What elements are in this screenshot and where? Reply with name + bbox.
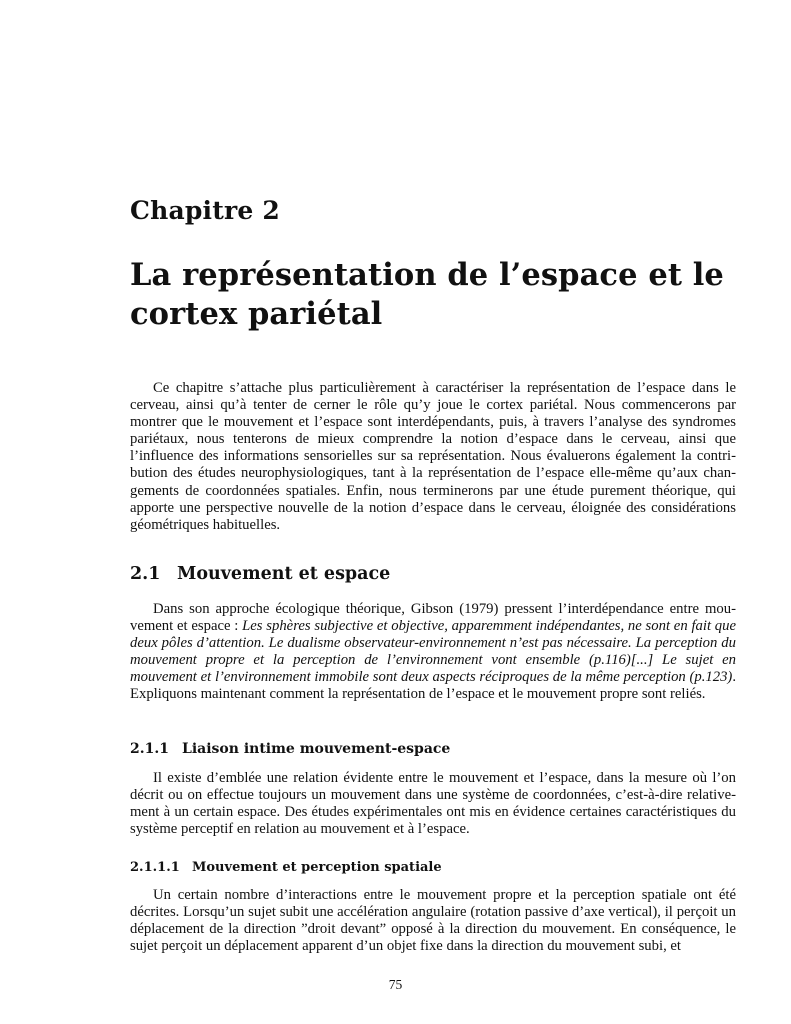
section-title: Mouvement et espace: [177, 564, 391, 584]
page-number: 75: [388, 977, 403, 992]
section-heading-2-1-1-1: [130, 860, 442, 875]
section-heading-2-1: [130, 564, 390, 584]
intro-paragraph: Ce chapitre s’attache plus particulièrement à caractériser la représentation de l’espace dans le cerveau, ainsi qu’à tenter de cerner le rôle qu’y joue le cortex pariétal. Nous commencerons par montrer que le mouvement et l’espace sont interdépendants, puis, à travers l’analyse des syndromes pariétaux, nous tenterons de mieux comprendre la notion d’espace dans le cerveau, ainsi que l’influence des informations sensorielles sur sa représentation. Nous évaluerons également la contribution des études neurophysiologiques, tant à la représentation de l’espace elle-même qu’aux changements de coordonnées spatiales. Enfin, nous terminerons par une étude purement théorique, qui apporte une perspective nouvelle de la notion d’espace dans le cerveau, éloignée des considérations géométriques habituelles.: [130, 380, 736, 533]
paragraph-text: . Expliquons maintenant comment la représentation de l’espace et le mouvement propre sont reliés.: [130, 669, 736, 703]
section-number: 2.1.1: [130, 741, 169, 757]
section-number: 2.1: [130, 564, 161, 584]
section-2-1-paragraph: [130, 601, 736, 704]
section-number: 2.1.1.1: [130, 860, 180, 875]
section-title: Liaison intime mouvement-espace: [182, 741, 451, 757]
chapter-title: La représentation de l’espace et le cortex pariétal: [130, 257, 724, 332]
chapter-label: Chapitre 2: [130, 196, 280, 225]
section-2-1-1-paragraph: Il existe d’emblée une relation évidente entre le mouvement et l’espace, dans la mesure où l’on décrit ou on effectue toujours un mouvement dans une système de coordonnées, c’est-à-dire relativement à un certain espace. Des études expérimentales ont mis en évidence certaines caractéristiques du système perceptif en relation au mouvement et à l’espace.: [130, 770, 736, 838]
section-2-1-1-1-paragraph: Un certain nombre d’interactions entre le mouvement propre et la perception spatiale ont été décrites. Lorsqu’un sujet subit une accélération angulaire (rotation passive d’axe vertical), il perçoit un déplacement de la direction ”droit devant” opposé à la direction du mouvement. En conséquence, le sujet perçoit un déplacement apparent d’un objet fixe dans la direction du mouvement subi, et: [130, 887, 736, 955]
gibson-quote: Les sphères subjective et objective, apparemment indépendantes, ne sont en fait que deux pôles d’attention. Le dualisme observateur-environnement n’est pas nécessaire. La perception du mouvement propre et la perception de l’environnement vont ensemble (p.116)[...] Le sujet en mouvement et l’environnement immobile sont deux aspects réciproques de la même perception (p.123): [130, 618, 736, 686]
section-heading-2-1-1: [130, 741, 450, 757]
paragraph-text: Dans son approche écologique théorique, Gibson (1979) pressent l’interdépendance entre mouvement et espace :: [130, 601, 736, 635]
section-title: Mouvement et perception spatiale: [192, 860, 442, 875]
